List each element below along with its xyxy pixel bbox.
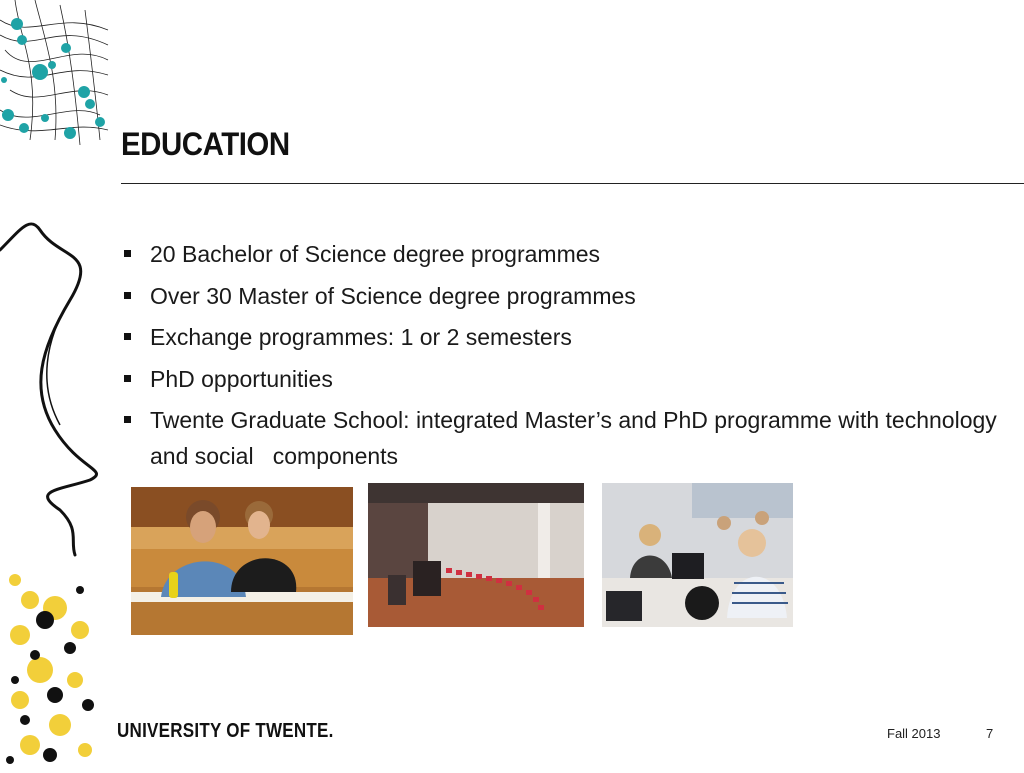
university-logo: UNIVERSITY OF TWENTE. bbox=[117, 720, 334, 742]
bullet-text: PhD opportunities bbox=[150, 365, 333, 392]
page-number: 7 bbox=[986, 726, 994, 741]
square-bullet-icon bbox=[124, 333, 131, 340]
bullet-item bbox=[121, 361, 1001, 397]
square-bullet-icon bbox=[124, 416, 131, 423]
bullet-item bbox=[121, 319, 1001, 355]
bullet-item bbox=[121, 236, 1001, 272]
square-bullet-icon bbox=[124, 375, 131, 382]
bullet-text: Twente Graduate School: integrated Master’s and PhD programme with technology and social components bbox=[150, 407, 1004, 469]
lecture-hall-photo bbox=[368, 483, 584, 627]
teal-line-decoration bbox=[0, 0, 112, 150]
square-bullet-icon bbox=[124, 250, 131, 257]
bullet-text: Over 30 Master of Science degree programmes bbox=[150, 282, 636, 309]
bullet-list bbox=[121, 236, 1004, 480]
title-divider bbox=[121, 183, 1024, 184]
bullet-item bbox=[121, 402, 1004, 474]
black-brush-stroke-decoration bbox=[0, 210, 115, 560]
yellow-black-splatter-decoration bbox=[0, 560, 110, 768]
computer-lab-photo bbox=[602, 483, 793, 627]
bullet-text: 20 Bachelor of Science degree programmes bbox=[150, 241, 601, 267]
square-bullet-icon bbox=[124, 292, 131, 299]
students-writing-photo bbox=[131, 487, 353, 635]
bullet-item bbox=[121, 278, 1001, 314]
bullet-text: Exchange programmes: 1 or 2 semesters bbox=[150, 324, 572, 350]
footer-date: Fall 2013 bbox=[887, 726, 941, 741]
slide-title: EDUCATION bbox=[121, 126, 290, 162]
